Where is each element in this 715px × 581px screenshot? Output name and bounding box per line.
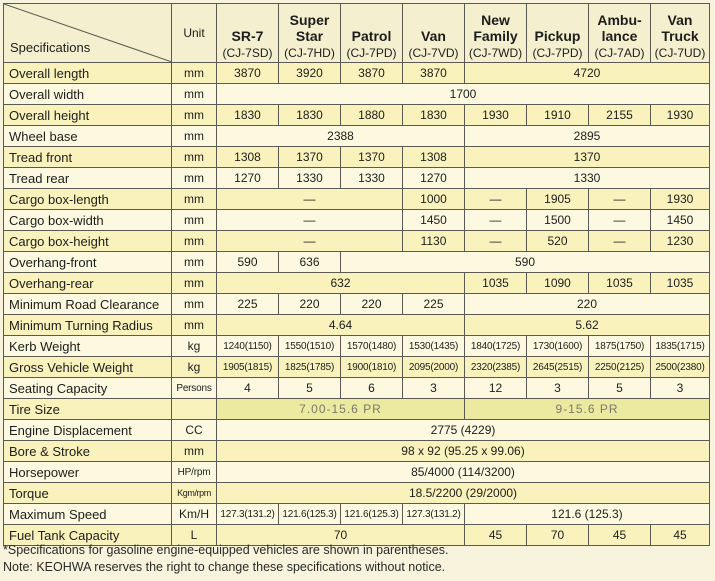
table-body xyxy=(4,63,710,546)
model-column-header xyxy=(403,4,465,63)
row-label: Minimum Turning Radius xyxy=(4,315,172,336)
value-cell: 2155 xyxy=(589,105,651,126)
value-cell: 1880 xyxy=(341,105,403,126)
specifications-heading: Specifications xyxy=(10,40,91,55)
row-label: Cargo box-width xyxy=(4,210,172,231)
row-label: Cargo box-length xyxy=(4,189,172,210)
row-label: Tread front xyxy=(4,147,172,168)
model-code: (CJ-7UD) xyxy=(654,46,706,60)
value-cell: 1900(1810) xyxy=(341,357,403,378)
value-cell: 1500 xyxy=(527,210,589,231)
value-cell: 1700 xyxy=(217,84,710,105)
model-name: Ambu-lance xyxy=(597,12,642,44)
table-row xyxy=(4,399,710,420)
table-row xyxy=(4,126,710,147)
value-cell: 1330 xyxy=(341,168,403,189)
value-cell: 1530(1435) xyxy=(403,336,465,357)
table-row xyxy=(4,168,710,189)
value-cell: 1930 xyxy=(651,189,710,210)
value-cell: 636 xyxy=(279,252,341,273)
row-unit xyxy=(172,399,217,420)
value-cell: 1035 xyxy=(651,273,710,294)
value-cell: 1230 xyxy=(651,231,710,252)
table-row xyxy=(4,357,710,378)
row-unit: mm xyxy=(172,189,217,210)
table-row xyxy=(4,462,710,483)
table-row xyxy=(4,504,710,525)
value-cell: 220 xyxy=(465,294,710,315)
table-row xyxy=(4,147,710,168)
row-label: Tire Size xyxy=(4,399,172,420)
model-name: Van xyxy=(421,28,446,44)
value-cell: 45 xyxy=(465,525,527,546)
value-cell: 1130 xyxy=(403,231,465,252)
value-cell: — xyxy=(217,210,403,231)
value-cell: 5.62 xyxy=(465,315,710,336)
value-cell: 1570(1480) xyxy=(341,336,403,357)
row-unit: CC xyxy=(172,420,217,441)
row-unit: kg xyxy=(172,357,217,378)
value-cell: 1830 xyxy=(403,105,465,126)
value-cell: — xyxy=(589,231,651,252)
value-cell: 18.5/2200 (29/2000) xyxy=(217,483,710,504)
row-unit: HP/rpm xyxy=(172,462,217,483)
unit-heading: Unit xyxy=(172,4,217,63)
row-unit: Kgm/rpm xyxy=(172,483,217,504)
value-cell: 590 xyxy=(341,252,710,273)
model-column-header xyxy=(527,4,589,63)
table-row xyxy=(4,378,710,399)
value-cell: — xyxy=(465,231,527,252)
table-row xyxy=(4,273,710,294)
value-cell: 1830 xyxy=(279,105,341,126)
row-label: Engine Displacement xyxy=(4,420,172,441)
value-cell: 1035 xyxy=(589,273,651,294)
row-unit: mm xyxy=(172,315,217,336)
row-label: Bore & Stroke xyxy=(4,441,172,462)
value-cell: 5 xyxy=(279,378,341,399)
row-label: Overhang-rear xyxy=(4,273,172,294)
value-cell: 1330 xyxy=(465,168,710,189)
row-label: Fuel Tank Capacity xyxy=(4,525,172,546)
row-label: Gross Vehicle Weight xyxy=(4,357,172,378)
footnote-disclaimer: Note: KEOHWA reserves the right to change these specifications without notice. xyxy=(3,560,446,574)
value-cell: 1035 xyxy=(465,273,527,294)
table-row xyxy=(4,315,710,336)
value-cell: 220 xyxy=(341,294,403,315)
value-cell: 70 xyxy=(217,525,465,546)
value-cell: 4 xyxy=(217,378,279,399)
model-column-header xyxy=(279,4,341,63)
table-row xyxy=(4,84,710,105)
table-row xyxy=(4,294,710,315)
value-cell: 3870 xyxy=(341,63,403,84)
row-label: Wheel base xyxy=(4,126,172,147)
value-cell: 1910 xyxy=(527,105,589,126)
row-unit: mm xyxy=(172,273,217,294)
value-cell: — xyxy=(589,189,651,210)
model-name: SR-7 xyxy=(231,28,264,44)
value-cell: 3870 xyxy=(217,63,279,84)
row-unit: mm xyxy=(172,231,217,252)
model-name: Super Star xyxy=(289,12,330,44)
corner-header xyxy=(4,4,172,63)
row-unit: mm xyxy=(172,210,217,231)
value-cell: — xyxy=(217,231,403,252)
model-code: (CJ-7PD) xyxy=(346,46,397,60)
model-code: (CJ-7WD) xyxy=(468,46,523,60)
row-label: Minimum Road Clearance xyxy=(4,294,172,315)
model-name: Pickup xyxy=(534,28,581,44)
value-cell: 121.6(125.3) xyxy=(279,504,341,525)
row-unit: L xyxy=(172,525,217,546)
row-unit: Persons xyxy=(172,378,217,399)
value-cell: 2095(2000) xyxy=(403,357,465,378)
value-cell: — xyxy=(465,189,527,210)
value-cell: 4720 xyxy=(465,63,710,84)
table-row xyxy=(4,63,710,84)
value-cell: 9-15.6 PR xyxy=(465,399,710,420)
row-unit: mm xyxy=(172,105,217,126)
table-row xyxy=(4,189,710,210)
row-label: Overall length xyxy=(4,63,172,84)
table-row xyxy=(4,105,710,126)
value-cell: 1370 xyxy=(279,147,341,168)
row-label: Tread rear xyxy=(4,168,172,189)
row-unit: mm xyxy=(172,252,217,273)
value-cell: 1905 xyxy=(527,189,589,210)
value-cell: 1240(1150) xyxy=(217,336,279,357)
row-unit: Km/H xyxy=(172,504,217,525)
value-cell: 3870 xyxy=(403,63,465,84)
value-cell: 45 xyxy=(651,525,710,546)
value-cell: 2500(2380) xyxy=(651,357,710,378)
value-cell: — xyxy=(465,210,527,231)
row-unit: mm xyxy=(172,84,217,105)
value-cell: 1370 xyxy=(341,147,403,168)
table-row xyxy=(4,210,710,231)
value-cell: 12 xyxy=(465,378,527,399)
row-label: Maximum Speed xyxy=(4,504,172,525)
value-cell: 7.00-15.6 PR xyxy=(217,399,465,420)
value-cell: 1450 xyxy=(651,210,710,231)
table-row xyxy=(4,420,710,441)
row-unit: mm xyxy=(172,168,217,189)
value-cell: 1000 xyxy=(403,189,465,210)
row-label: Torque xyxy=(4,483,172,504)
value-cell: 3920 xyxy=(279,63,341,84)
model-name: Patrol xyxy=(351,28,392,44)
value-cell: 1270 xyxy=(217,168,279,189)
value-cell: 5 xyxy=(589,378,651,399)
model-name: New Family xyxy=(473,12,518,44)
value-cell: 1308 xyxy=(217,147,279,168)
value-cell: 85/4000 (114/3200) xyxy=(217,462,710,483)
value-cell: 590 xyxy=(217,252,279,273)
value-cell: 6 xyxy=(341,378,403,399)
row-unit: mm xyxy=(172,294,217,315)
model-code: (CJ-7SD) xyxy=(222,46,273,60)
row-label: Cargo box-height xyxy=(4,231,172,252)
model-column-header xyxy=(465,4,527,63)
row-label: Kerb Weight xyxy=(4,336,172,357)
footnote-parentheses: *Specifications for gasoline engine-equipped vehicles are shown in parentheses. xyxy=(3,543,449,557)
model-column-header xyxy=(217,4,279,63)
model-code: (CJ-7AD) xyxy=(594,46,645,60)
value-cell: — xyxy=(217,189,403,210)
model-code: (CJ-7PD) xyxy=(532,46,583,60)
value-cell: 1370 xyxy=(465,147,710,168)
footnotes xyxy=(3,542,448,576)
value-cell: 1270 xyxy=(403,168,465,189)
value-cell: 4.64 xyxy=(217,315,465,336)
table-row xyxy=(4,252,710,273)
value-cell: 1835(1715) xyxy=(651,336,710,357)
table-row xyxy=(4,441,710,462)
table-row xyxy=(4,231,710,252)
value-cell: 1730(1600) xyxy=(527,336,589,357)
value-cell: 2250(2125) xyxy=(589,357,651,378)
row-unit: mm xyxy=(172,441,217,462)
model-column-header xyxy=(341,4,403,63)
row-label: Overhang-front xyxy=(4,252,172,273)
value-cell: 70 xyxy=(527,525,589,546)
value-cell: 3 xyxy=(527,378,589,399)
value-cell: 1825(1785) xyxy=(279,357,341,378)
value-cell: 225 xyxy=(403,294,465,315)
value-cell: 121.6(125.3) xyxy=(341,504,403,525)
value-cell: 121.6 (125.3) xyxy=(465,504,710,525)
value-cell: 127.3(131.2) xyxy=(217,504,279,525)
value-cell: 225 xyxy=(217,294,279,315)
row-label: Overall width xyxy=(4,84,172,105)
value-cell: 2645(2515) xyxy=(527,357,589,378)
value-cell: 220 xyxy=(279,294,341,315)
value-cell: 1450 xyxy=(403,210,465,231)
value-cell: 1905(1815) xyxy=(217,357,279,378)
value-cell: 2320(2385) xyxy=(465,357,527,378)
row-unit: mm xyxy=(172,63,217,84)
row-unit: mm xyxy=(172,126,217,147)
value-cell: 1930 xyxy=(465,105,527,126)
value-cell: — xyxy=(589,210,651,231)
model-column-header xyxy=(589,4,651,63)
value-cell: 1830 xyxy=(217,105,279,126)
value-cell: 1090 xyxy=(527,273,589,294)
value-cell: 632 xyxy=(217,273,465,294)
row-label: Horsepower xyxy=(4,462,172,483)
value-cell: 45 xyxy=(589,525,651,546)
value-cell: 1875(1750) xyxy=(589,336,651,357)
row-unit: mm xyxy=(172,147,217,168)
value-cell: 2895 xyxy=(465,126,710,147)
value-cell: 3 xyxy=(403,378,465,399)
table-row xyxy=(4,483,710,504)
row-label: Overall height xyxy=(4,105,172,126)
value-cell: 1330 xyxy=(279,168,341,189)
model-code: (CJ-7HD) xyxy=(284,46,335,60)
value-cell: 2388 xyxy=(217,126,465,147)
value-cell: 3 xyxy=(651,378,710,399)
header-row xyxy=(4,4,710,63)
row-label: Seating Capacity xyxy=(4,378,172,399)
value-cell: 1308 xyxy=(403,147,465,168)
specifications-table xyxy=(3,3,710,546)
value-cell: 520 xyxy=(527,231,589,252)
value-cell: 1930 xyxy=(651,105,710,126)
value-cell: 127.3(131.2) xyxy=(403,504,465,525)
value-cell: 1840(1725) xyxy=(465,336,527,357)
model-column-header xyxy=(651,4,710,63)
value-cell: 1550(1510) xyxy=(279,336,341,357)
table-row xyxy=(4,336,710,357)
value-cell: 2775 (4229) xyxy=(217,420,710,441)
model-name: Van Truck xyxy=(661,12,699,44)
value-cell: 98 x 92 (95.25 x 99.06) xyxy=(217,441,710,462)
model-code: (CJ-7VD) xyxy=(408,46,459,60)
row-unit: kg xyxy=(172,336,217,357)
